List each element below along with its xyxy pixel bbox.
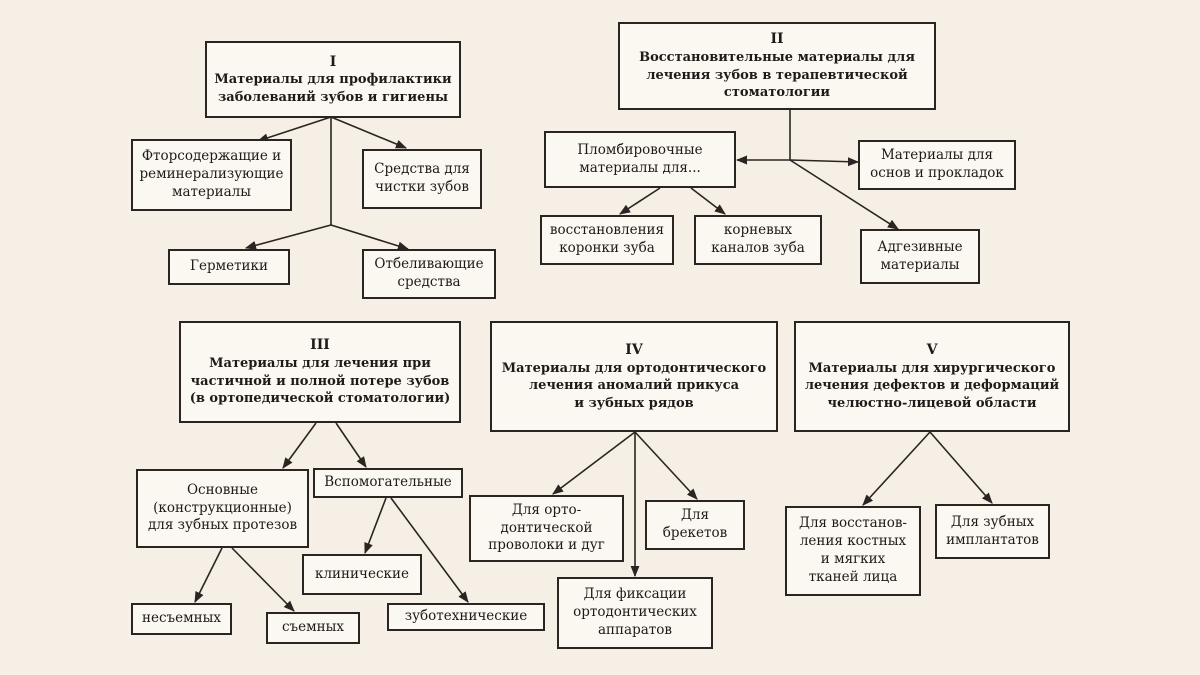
edge-g2-liners xyxy=(790,160,858,162)
node-text-line: Адгезивные xyxy=(877,238,963,255)
node-text-line: средства xyxy=(397,274,461,290)
edge-g1-cleaning xyxy=(331,117,406,148)
node-text-line: Для xyxy=(680,507,710,524)
node-crown-restoration xyxy=(540,215,674,265)
node-root-canals xyxy=(694,215,822,265)
node-whitening-agents xyxy=(362,249,496,299)
node-text-line: тканей лица xyxy=(808,568,898,585)
node-text-line: Материалы для xyxy=(880,147,994,164)
edge-g1-whitening xyxy=(331,225,408,249)
group-3-header xyxy=(179,321,461,423)
node-text-line: проволоки и дуг xyxy=(488,537,605,554)
edge-g5-restoration xyxy=(863,432,930,505)
node-text-line: Для зубных xyxy=(950,513,1035,530)
node-text-line: материалы xyxy=(171,183,252,200)
node-text-line: съемных xyxy=(282,619,344,636)
node-text-line: Фторсодержащие и xyxy=(141,148,282,165)
node-text-line: Для фиксации xyxy=(583,586,687,603)
node-text-line: имплантатов xyxy=(946,531,1039,548)
node-text-line: клинические xyxy=(315,565,409,582)
node-text-line: восстановления xyxy=(549,222,665,239)
node-text-line: чистки зубов xyxy=(375,179,469,195)
group-4-title-line: лечения аномалий прикуса xyxy=(528,378,740,394)
node-text-line: для зубных протезов xyxy=(147,517,298,534)
node-dental-implants xyxy=(935,504,1050,559)
edge-g4-wire xyxy=(553,432,635,494)
node-text-line: Средства для xyxy=(374,161,470,178)
node-liner-materials xyxy=(858,140,1016,190)
node-text-line: Для восстанов- xyxy=(798,515,907,532)
node-text-line: реминерализующие xyxy=(139,166,284,183)
group-1-numeral: I xyxy=(329,53,337,70)
group-2-title-line: лечения зубов в терапевтической xyxy=(646,67,908,83)
node-text-line: ления костных xyxy=(799,533,907,550)
node-orthodontic-wire xyxy=(469,495,624,562)
group-2-numeral: II xyxy=(770,31,784,48)
group-5-title-line: лечения дефектов и деформаций xyxy=(804,378,1060,394)
edge-g4-braces xyxy=(635,432,697,499)
edge-g3-main xyxy=(283,423,316,468)
edge-g3-removable xyxy=(232,548,294,611)
node-removable-prostheses xyxy=(266,612,360,644)
node-text-line: (конструкционные) xyxy=(153,499,292,516)
node-auxiliary-materials xyxy=(313,468,463,498)
group-5-title-line: Материалы для хирургического xyxy=(808,360,1056,376)
group-2-title-line: стоматологии xyxy=(723,85,831,101)
group-2-header xyxy=(618,22,936,110)
node-text-line: Для орто- xyxy=(511,501,582,518)
node-braces xyxy=(645,500,745,550)
node-text-line: материалы для... xyxy=(579,159,701,176)
node-appliance-fixation xyxy=(557,577,713,649)
node-text-line: брекетов xyxy=(662,525,728,541)
group-3-title-line: Материалы для лечения при xyxy=(209,356,431,372)
node-sealants xyxy=(168,249,290,285)
edge-g3-clinical xyxy=(365,498,386,553)
node-text-line: донтической xyxy=(500,519,593,536)
group-1-title-line: заболеваний зубов и гигиены xyxy=(217,89,448,105)
edge-g1-sealants xyxy=(246,225,331,248)
node-text-line: аппаратов xyxy=(598,621,672,638)
node-text-line: Пломбировочные xyxy=(577,141,703,158)
group-3-numeral: III xyxy=(310,337,330,354)
node-text-line: коронки зуба xyxy=(559,240,655,256)
node-text-line: материалы xyxy=(880,256,960,273)
edge-g5-implants xyxy=(930,432,992,503)
node-text-line: Отбеливающие xyxy=(374,256,484,273)
node-text-line: Герметики xyxy=(190,258,268,275)
node-text-line: Вспомогательные xyxy=(324,474,452,491)
group-4-header xyxy=(490,321,778,432)
node-filling-materials xyxy=(544,131,736,188)
group-3-title-line: (в ортопедической стоматологии) xyxy=(189,391,451,407)
edge-g1-fluoride xyxy=(258,117,331,141)
node-fixed-prostheses xyxy=(131,603,232,635)
group-1-title-line: Материалы для профилактики xyxy=(214,72,452,88)
group-5-header xyxy=(794,321,1070,432)
node-text-line: и мягких xyxy=(820,551,886,567)
node-lab-technical-materials xyxy=(387,603,545,631)
node-cleaning-agents xyxy=(362,149,482,209)
node-text-line: несъемных xyxy=(142,610,221,627)
node-text-line: корневых xyxy=(723,222,793,239)
group-4-title-line: Материалы для ортодонтического xyxy=(501,360,767,376)
edge-g3-aux xyxy=(336,423,366,467)
edge-g2-canals xyxy=(691,188,725,214)
group-3-title-line: частичной и полной потере зубов xyxy=(190,373,450,389)
node-text-line: ортодонтических xyxy=(573,604,697,621)
group-1-header xyxy=(205,41,461,118)
group-5-title-line: челюстно-лицевой области xyxy=(827,395,1037,411)
node-fluoride-materials xyxy=(131,139,292,211)
group-4-numeral: IV xyxy=(625,341,643,358)
group-5-numeral: V xyxy=(926,341,938,358)
node-text-line: каналов зуба xyxy=(711,240,805,256)
group-2-title-line: Восстановительные материалы для xyxy=(639,50,915,66)
group-4-title-line: и зубных рядов xyxy=(574,395,694,411)
node-tissue-restoration xyxy=(785,506,921,596)
node-text-line: Основные xyxy=(186,481,259,498)
node-clinical-materials xyxy=(302,554,422,595)
edge-g2-crown xyxy=(620,188,660,214)
node-text-line: зуботехнические xyxy=(404,608,528,625)
node-main-materials xyxy=(136,469,309,548)
edge-g3-fixed xyxy=(195,548,222,602)
node-text-line: основ и прокладок xyxy=(870,165,1004,181)
node-adhesive-materials xyxy=(860,229,980,284)
